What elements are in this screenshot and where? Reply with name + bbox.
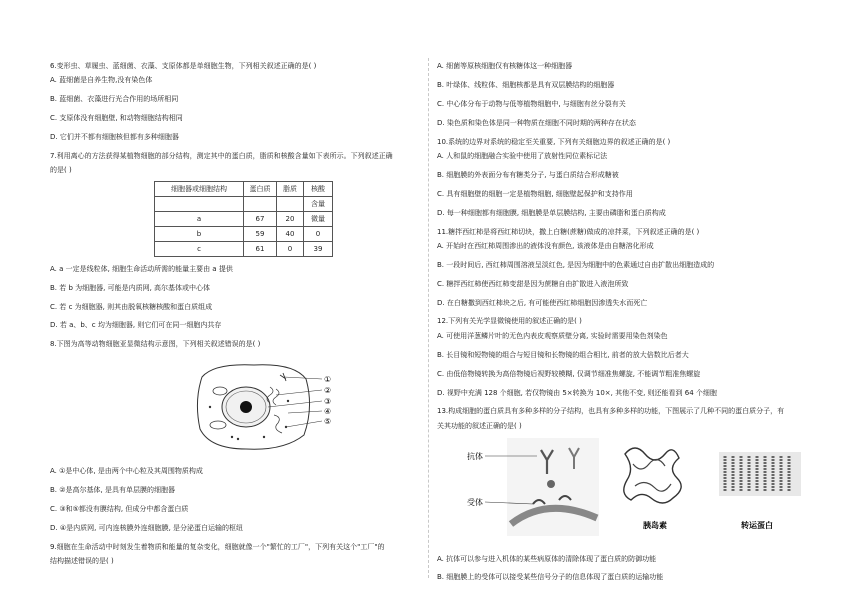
question-10-option-b: B. 细胞膜的外表面分布有糖类分子, 与蛋白质结合形成糖被 [437,170,619,179]
question-6-option-b: B. 蓝细菌、衣藻进行光合作用的场所相同 [50,95,179,104]
figure-label-2: ② [324,385,332,395]
question-8-option-b: B. ②是高尔基体, 是具有单层膜的细胞器 [50,485,175,494]
table-row [155,241,333,256]
table-cell: 0 [277,241,304,256]
question-12 [437,317,807,396]
table-cell: c [155,241,244,256]
question-9-option-b: B. 叶绿体、线粒体、细胞核都是具有双层膜结构的细胞器 [437,80,615,89]
question-13-option-b: B. 细胞膜上的受体可以接受某些信号分子的信息体现了蛋白质的运输功能 [437,573,664,582]
question-8-option-c: C. ③和⑤都没有膜结构, 但成分中都含蛋白质 [50,504,189,513]
question-13-stem-line1: 13.构成细胞的蛋白质具有多种多样的分子结构，也具有多种多样的功能，下图展示了几种不同的蛋白质分子，有 [437,407,785,416]
table-header-nucleic-acid [304,181,333,196]
question-9-stem-line2: 结构描述错误的是( ) [50,557,114,566]
question-7-option-a: A. a 一定是线粒体, 细胞生命活动所需的能量主要由 a 提供 [50,264,233,273]
table-header-nucleic-acid-label: 核酸 [311,184,325,193]
question-7-stem-line1: 7.利用离心的方法获得某植物细胞的部分结构，测定其中的蛋白质，脂质和核酸含量如下表所示。下列叙述正确 [50,151,393,160]
question-9-option-a: A. 细菌等原核细胞仅有核糖体这一种细胞器 [437,62,573,70]
question-12-option-c: C. 由低倍物镜转换为高倍物镜后视野较模糊, 仅调节细准焦螺旋, 不能调节粗准焦螺旋 [437,369,701,378]
question-6-stem: 6.变形虫、草履虫、蓝细菌、衣藻、支原体都是单细胞生物，下列相关叙述正确的是( ) [50,62,317,70]
question-11 [437,228,807,307]
label-receptor: 受体 [467,498,483,508]
table-cell: 61 [244,241,277,256]
table-header-structure: 细胞器或细胞结构 [155,181,244,196]
right-column [437,62,807,592]
question-6-option-c: C. 支原体没有细胞壁, 和动物细胞结构相同 [50,114,183,123]
question-11-option-b: B. 一段时间后, 西红柿周围溶液呈淡红色, 是因为细胞中的色素通过自由扩散出细胞造成的 [437,260,715,269]
question-11-option-c: C. 糖拌西红柿使西红柿变甜是因为蔗糖自由扩散进入液泡所致 [437,279,629,288]
question-10-option-d: D. 每一种细胞都有细胞膜, 细胞膜是单层膜结构, 主要由磷脂和蛋白质构成 [437,208,666,217]
question-13-stem-line2: 关其功能的叙述正确的是( ) [437,421,522,430]
table-header-row [155,181,333,196]
question-12-option-b: B. 长目镜和短物镜的组合与短目镜和长物镜的组合相比, 前者的放大倍数比后者大 [437,350,689,359]
question-9-option-c: C. 中心体分布于动物与低等植物细胞中, 与细胞有丝分裂有关 [437,99,626,108]
table-cell: 67 [244,211,277,226]
protein-structures-figure [467,434,807,544]
table-cell: 20 [277,211,304,226]
question-10 [437,138,807,217]
question-9 [50,543,420,566]
question-13-option-a: A. 抗体可以参与进入机体的某些病原体的清除体现了蛋白质的防御功能 [437,554,657,563]
question-9-stem-line1: 9.细胞在生命活动中时刻发生着物质和能量的复杂变化，细胞就像一个"繁忙的工厂"，下列有关这个"工厂"的 [50,542,385,551]
table-header-protein: 蛋白质 [244,181,277,196]
table-cell: a [155,211,244,226]
question-10-stem: 10.系统的边界对系统的稳定至关重要, 下列有关细胞边界的叙述正确的是( ) [437,137,671,146]
table-cell: 59 [244,226,277,241]
label-transport-protein: 转运蛋白 [741,521,773,531]
figure-label-5: ⑤ [324,416,332,426]
table-row [155,211,333,226]
question-6 [50,62,420,141]
antibody-receptor-illustration [507,438,599,536]
table-cell: 39 [304,241,333,256]
question-7-stem-line2: 的是( ) [50,166,72,175]
question-9-options [437,62,807,127]
question-6-option-d: D. 它们并不都有细胞核但都有多种细胞器 [50,133,179,142]
question-10-option-c: C. 具有细胞壁的细胞一定是植物细胞, 细胞壁起保护和支持作用 [437,189,633,198]
question-13 [437,407,807,581]
table-row [155,226,333,241]
question-8 [50,340,420,532]
nucleolus-shape [240,401,252,413]
organelle-composition-table [154,181,333,257]
table-header-lipid: 脂质 [277,181,304,196]
question-12-option-d: D. 视野中充满 128 个细胞, 若仅物镜由 5×转换为 10×, 其他不变, 则还能看到 64 个细胞 [437,388,717,397]
question-8-option-d: D. ④是内质网, 可内连核膜外连细胞膜, 是分泌蛋白运输的枢纽 [50,523,244,532]
table-cell: 0 [304,226,333,241]
table-row [155,196,333,211]
question-6-option-a: A. 蓝细菌是自养生物,没有染色体 [50,76,153,85]
table-cell: b [155,226,244,241]
figure-label-3: ③ [324,396,332,406]
question-11-stem: 11.糖拌西红柿是将西红柿切块，撒上白糖(蔗糖)做成的凉拌菜，下列叙述正确的是( ) [437,227,700,236]
question-10-option-a: A. 人和鼠的细胞融合实验中使用了放射性同位素标记法 [437,151,608,160]
question-11-option-a: A. 开始时在西红柿周围渗出的液体没有颜色, 该液体是由自糖溶化形成 [437,241,654,250]
insulin-illustration [624,448,681,503]
left-column [50,62,420,565]
table-cell: 40 [277,226,304,241]
question-9-option-d: D. 染色质和染色体是同一种物质在细胞不同时期的两种存在状态 [437,118,636,127]
question-7 [50,152,420,330]
question-11-option-d: D. 在白糖撒到西红柿块之后, 有可能使西红柿细胞因渗透失水而死亡 [437,298,648,307]
question-8-stem: 8.下图为高等动物细胞亚显微结构示意图，下列相关叙述错误的是( ) [50,340,261,349]
question-7-stem [50,152,420,175]
transport-protein-illustration [719,452,801,496]
question-7-option-d: D. 若 a、b、c 均为细胞器, 则它们可在同一细胞内共存 [50,321,222,330]
table-cell: 微量 [304,211,333,226]
question-8-option-a: A. ①是中心体, 是由两个中心粒及其周围物质构成 [50,467,203,476]
question-7-option-c: C. 若 c 为细胞器, 则其由脱氧核糖核酸和蛋白质组成 [50,302,213,311]
figure-label-4: ④ [324,406,332,416]
question-12-option-a: A. 可使用洋葱鳞片叶的无色内表皮观察质壁分离, 实验时需要用染色剂染色 [437,331,668,340]
figure-label-1: ① [324,374,332,384]
animal-cell-diagram [184,357,344,455]
label-insulin: 胰岛素 [643,521,667,531]
column-divider [428,58,429,578]
question-12-stem: 12.下列有关光学显微镜使用的叙述正确的是( ) [437,317,582,326]
table-header-content-label: 含量 [304,196,333,211]
question-7-option-b: B. 若 b 为细胞器, 可能是内质网, 高尔基体或中心体 [50,283,211,292]
label-antibody: 抗体 [467,452,483,462]
